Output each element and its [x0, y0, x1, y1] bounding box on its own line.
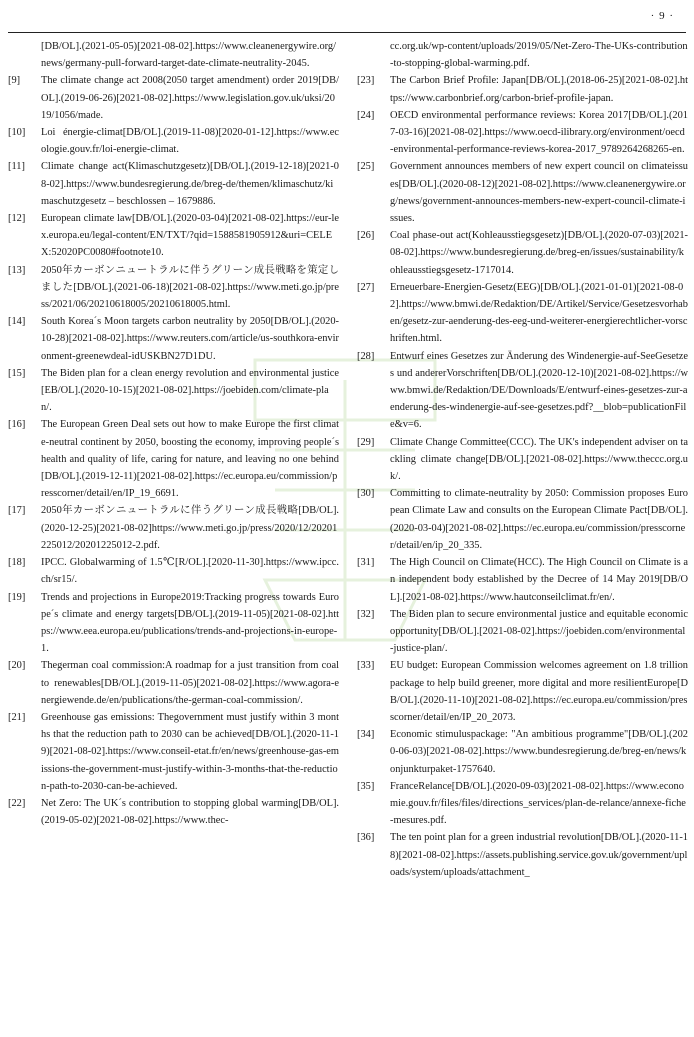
- reference-number: [35]: [357, 780, 375, 792]
- reference-item: [357, 348, 688, 434]
- reference-number: [36]: [357, 832, 375, 844]
- reference-text: EU budget: European Commission welcomes agreement on 1.8 trillion package to help build greener, more digital and more resilientEurope[DB/OL].(2020-11-10)[2021-08-02].https://ec.europa.eu/commission/presscorner/detail/en/IP_20_2073.: [390, 660, 688, 723]
- reference-text: FranceRelance[DB/OL].(2020-09-03)[2021-08-02].https://www.economie.gouv.fr/files/files/directions_services/plan-de-relance/annexe-fiche-mesures.pdf.: [390, 780, 686, 827]
- reference-number: [15]: [8, 367, 26, 379]
- reference-text: Thegerman coal commission:A roadmap for a just transition from coal to renewables[DB/OL].(2019-11-05)[2021-08-02].https://www.agora-energiewende.de/en/publications/the-german-coal-commission/.: [41, 660, 339, 706]
- reference-item: [8, 502, 339, 554]
- reference-text: Committing to climate-neutrality by 2050: Commission proposes European Climate Law and consults on the European Climate Pact[DB/OL].(2020-03-04)[2021-08-02].https://ec.europa.eu/commission/presscorner/detail/en/ip_20_335.: [390, 488, 688, 551]
- reference-item: [8, 38, 339, 72]
- reference-number: [30]: [357, 488, 375, 500]
- reference-number: [11]: [8, 161, 25, 173]
- reference-item: [357, 485, 688, 554]
- reference-item: [357, 107, 688, 159]
- reference-item: [8, 313, 339, 365]
- reference-number: [17]: [8, 505, 26, 517]
- reference-number: [24]: [357, 109, 375, 121]
- reference-number: [27]: [357, 281, 375, 293]
- reference-text: The Carbon Brief Profile: Japan[DB/OL].(2018-06-25)[2021-08-02].https://www.carbonbrief.org/carbon-brief-profile-japan.: [390, 75, 688, 104]
- reference-text: IPCC. Globalwarming of 1.5℃[R/OL].[2020-11-30].https://www.ipcc.ch/sr15/.: [41, 557, 339, 586]
- reference-text: 2050年カーボンニュートラルに伴うグリーン成長戦略を策定しました[DB/OL].(2021-06-18)[2021-08-02].https://www.meti.go.jp/press/2021/06/20210618005/20210618005.html.: [41, 264, 339, 311]
- reference-number: [18]: [8, 557, 26, 569]
- reference-item: [8, 795, 339, 829]
- reference-text: [DB/OL].(2021-05-05)[2021-08-02].https://www.cleanenergywire.org/news/germany-pull-forward-target-date-climate-neutrality-2045.: [41, 41, 337, 70]
- reference-item: [357, 38, 688, 72]
- reference-item: [8, 124, 339, 158]
- reference-number: [10]: [8, 127, 26, 139]
- reference-text: Net Zero: The UK´s contribution to stopping global warming[DB/OL].(2019-05-02)[2021-08-02].https://www.thec-: [41, 797, 339, 827]
- reference-text: Coal phase-out act(Kohleausstiegsgesetz)[DB/OL].(2020-07-03)[2021-08-02].https://www.bundesregierung.de/breg-en/issues/sustainability/kohleausstiegsgesetz-1717014.: [390, 230, 688, 276]
- reference-item: [8, 554, 339, 588]
- reference-item: [357, 72, 688, 106]
- reference-text: Government announces members of new expert council on climateissues[DB/OL].(2020-08-12)[2021-08-02].https://www.cleanenergywire.org/news/government-announces-members-new-expert-council-climate-issues.: [390, 161, 688, 225]
- reference-item: [8, 158, 339, 210]
- reference-item: [357, 554, 688, 606]
- reference-text: European climate law[DB/OL].(2020-03-04)[2021-08-02].https://eur-lex.europa.eu/legal-content/EN/TXT/?qid=1588581905912&uri=CELEX:52020PC0080#footnote10.: [41, 213, 339, 259]
- reference-item: [8, 262, 339, 314]
- right-column: [357, 38, 688, 881]
- reference-number: [21]: [8, 711, 26, 723]
- reference-text: 2050年カーボンニュートラルに伴うグリーン成長戦略[DB/OL].(2020-12-25)[2021-08-02]https://www.meti.go.jp/press/2020/12/20201225012/20201225012-2.pdf.: [41, 505, 339, 551]
- reference-text: The European Green Deal sets out how to make Europe the first climate-neutral continent by 2050, boosting the economy, improving people´s health and quality of life, caring for nature, and leaving no one behind[DB/OL].(2019-12-11)[2021-08-02].https://ec.europa.eu/commission/presscorner/detail/en/IP_19_6691.: [41, 419, 339, 500]
- reference-number: [23]: [357, 75, 375, 87]
- reference-item: [8, 72, 339, 124]
- reference-text: South Korea´s Moon targets carbon neutrality by 2050[DB/OL].(2020-10-28)[2021-08-02].https://www.reuters.com/article/us-southkora-environment-greenewdeal-idUSKBN27D1DU.: [41, 316, 339, 362]
- reference-item: [357, 726, 688, 778]
- reference-number: [22]: [8, 797, 26, 809]
- reference-number: [9]: [8, 75, 21, 87]
- reference-number: [20]: [8, 660, 26, 672]
- reference-number: [26]: [357, 230, 375, 242]
- reference-item: [357, 227, 688, 279]
- reference-text: Entwurf eines Gesetzes zur Änderung des Windenergie-auf-SeeGesetzes und andererVorschriften[DB/OL].(2020-12-10)[2021-08-02].https://www.bmwi.de/Redaktion/DE/Downloads/E/entwurf-eines-gesetzes-zur-aenderung-des-windenergie-auf-see-gesetzes.pdf?__blob=publicationFile&v=6.: [390, 350, 688, 431]
- reference-number: [13]: [8, 264, 26, 276]
- reference-number: [32]: [357, 608, 375, 620]
- header-rule: [8, 32, 686, 33]
- reference-item: [357, 158, 688, 227]
- reference-text: The Biden plan to secure environmental justice and equitable economicopportunity[DB/OL].[2021-08-02].https://joebiden.com/environmental-justice-plan/.: [390, 608, 688, 655]
- reference-number: [12]: [8, 213, 26, 225]
- reference-number: [16]: [8, 419, 26, 431]
- reference-text: The ten point plan for a green industrial revolution[DB/OL].(2020-11-18)[2021-08-02].https://assets.publishing.service.gov.uk/government/uploads/system/uploads/attachment_: [390, 832, 688, 878]
- reference-item: [357, 657, 688, 726]
- reference-text: The Biden plan for a clean energy revolution and environmental justice[EB/OL].(2020-10-15)[2021-08-02].https://joebiden.com/climate-plan/.: [41, 367, 339, 414]
- reference-text: Climate change act(Klimaschutzgesetz)[DB/OL].(2019-12-18)[2021-08-02].https://www.bundesregierung.de/breg-de/themen/klimaschutz/kimaschutzgesetz – beschlossen – 1679886.: [41, 161, 339, 207]
- reference-item: [8, 589, 339, 658]
- reference-text: Erneuerbare-Energien-Gesetz(EEG)[DB/OL].(2021-01-01)[2021-08-02].https://www.bmwi.de/Redaktion/DE/Artikel/Service/Gesetzesvorhaben/gesetz-zur-aenderung-des-eeg-und-weiterer-energierechtlicher-vorschriften.html.: [390, 281, 688, 345]
- reference-text: cc.org.uk/wp-content/uploads/2019/05/Net-Zero-The-UKs-contribution-to-stopping-global-warming.pdf.: [390, 41, 688, 70]
- reference-number: [31]: [357, 557, 375, 569]
- reference-number: [34]: [357, 729, 375, 741]
- reference-text: Greenhouse gas emissions: Thegovernment must justify within 3 months that the reduction path to 2030 can be achieved[DB/OL].(2020-11-19)[2021-08-02].https://www.conseil-etat.fr/en/news/greenhouse-gas-emissions-the-government-must-justify-within-3-months-that-the-reduction-path-to-2030-can-be-achieved.: [41, 711, 339, 792]
- reference-number: [19]: [8, 591, 26, 603]
- reference-item: [357, 778, 688, 830]
- reference-item: [8, 709, 339, 795]
- reference-number: [33]: [357, 660, 375, 672]
- reference-item: [8, 416, 339, 502]
- reference-text: Economic stimuluspackage: "An ambitious programme"[DB/OL].(2020-06-03)[2021-08-02].https://www.bundesregierung.de/breg-en/news/konjunkturpaket-1757640.: [390, 729, 688, 775]
- reference-number: [14]: [8, 316, 26, 328]
- reference-number: [28]: [357, 350, 375, 362]
- reference-item: [357, 279, 688, 348]
- reference-text: The climate change act 2008(2050 target amendment) order 2019[DB/OL].(2019-06-26)[2021-08-02].https://www.legislation.gov.uk/uksi/2019/1056/made.: [41, 75, 339, 121]
- reference-text: Climate Change Committee(CCC). The UK's independent adviser on tackling climate change[DB/OL].[2021-08-02].https://www.theccc.org.uk/.: [390, 436, 688, 483]
- reference-item: [357, 829, 688, 881]
- reference-item: [357, 606, 688, 658]
- reference-item: [8, 657, 339, 709]
- reference-text: OECD environmental performance reviews: Korea 2017[DB/OL].(2017-03-16)[2021-08-02].https://www.oecd-ilibrary.org/environment/oecd-environmental-performance-reviews-korea-2017_9789264268265-en.: [390, 109, 688, 156]
- reference-item: [357, 434, 688, 486]
- reference-text: The High Council on Climate(HCC). The High Council on Climate is an independent body established by the Decree of 14 May 2019[DB/OL].[2021-08-02].https://www.hautconseilclimat.fr/en/.: [390, 557, 688, 603]
- page-number: · 9 ·: [650, 10, 674, 22]
- reference-text: Trends and projections in Europe2019:Tracking progress towards Europe´s climate and energy targets[DB/OL].(2019-11-05)[2021-08-02].https://www.eea.europa.eu/publications/trends-and-projections-in-europe-1.: [41, 591, 339, 655]
- reference-item: [8, 210, 339, 262]
- reference-item: [8, 365, 339, 417]
- reference-number: [29]: [357, 436, 375, 448]
- reference-text: Loi énergie-climat[DB/OL].(2019-11-08)[2020-01-12].https://www.ecologie.gouv.fr/loi-energie-climat.: [41, 127, 339, 156]
- left-column: [8, 38, 339, 829]
- reference-number: [25]: [357, 161, 375, 173]
